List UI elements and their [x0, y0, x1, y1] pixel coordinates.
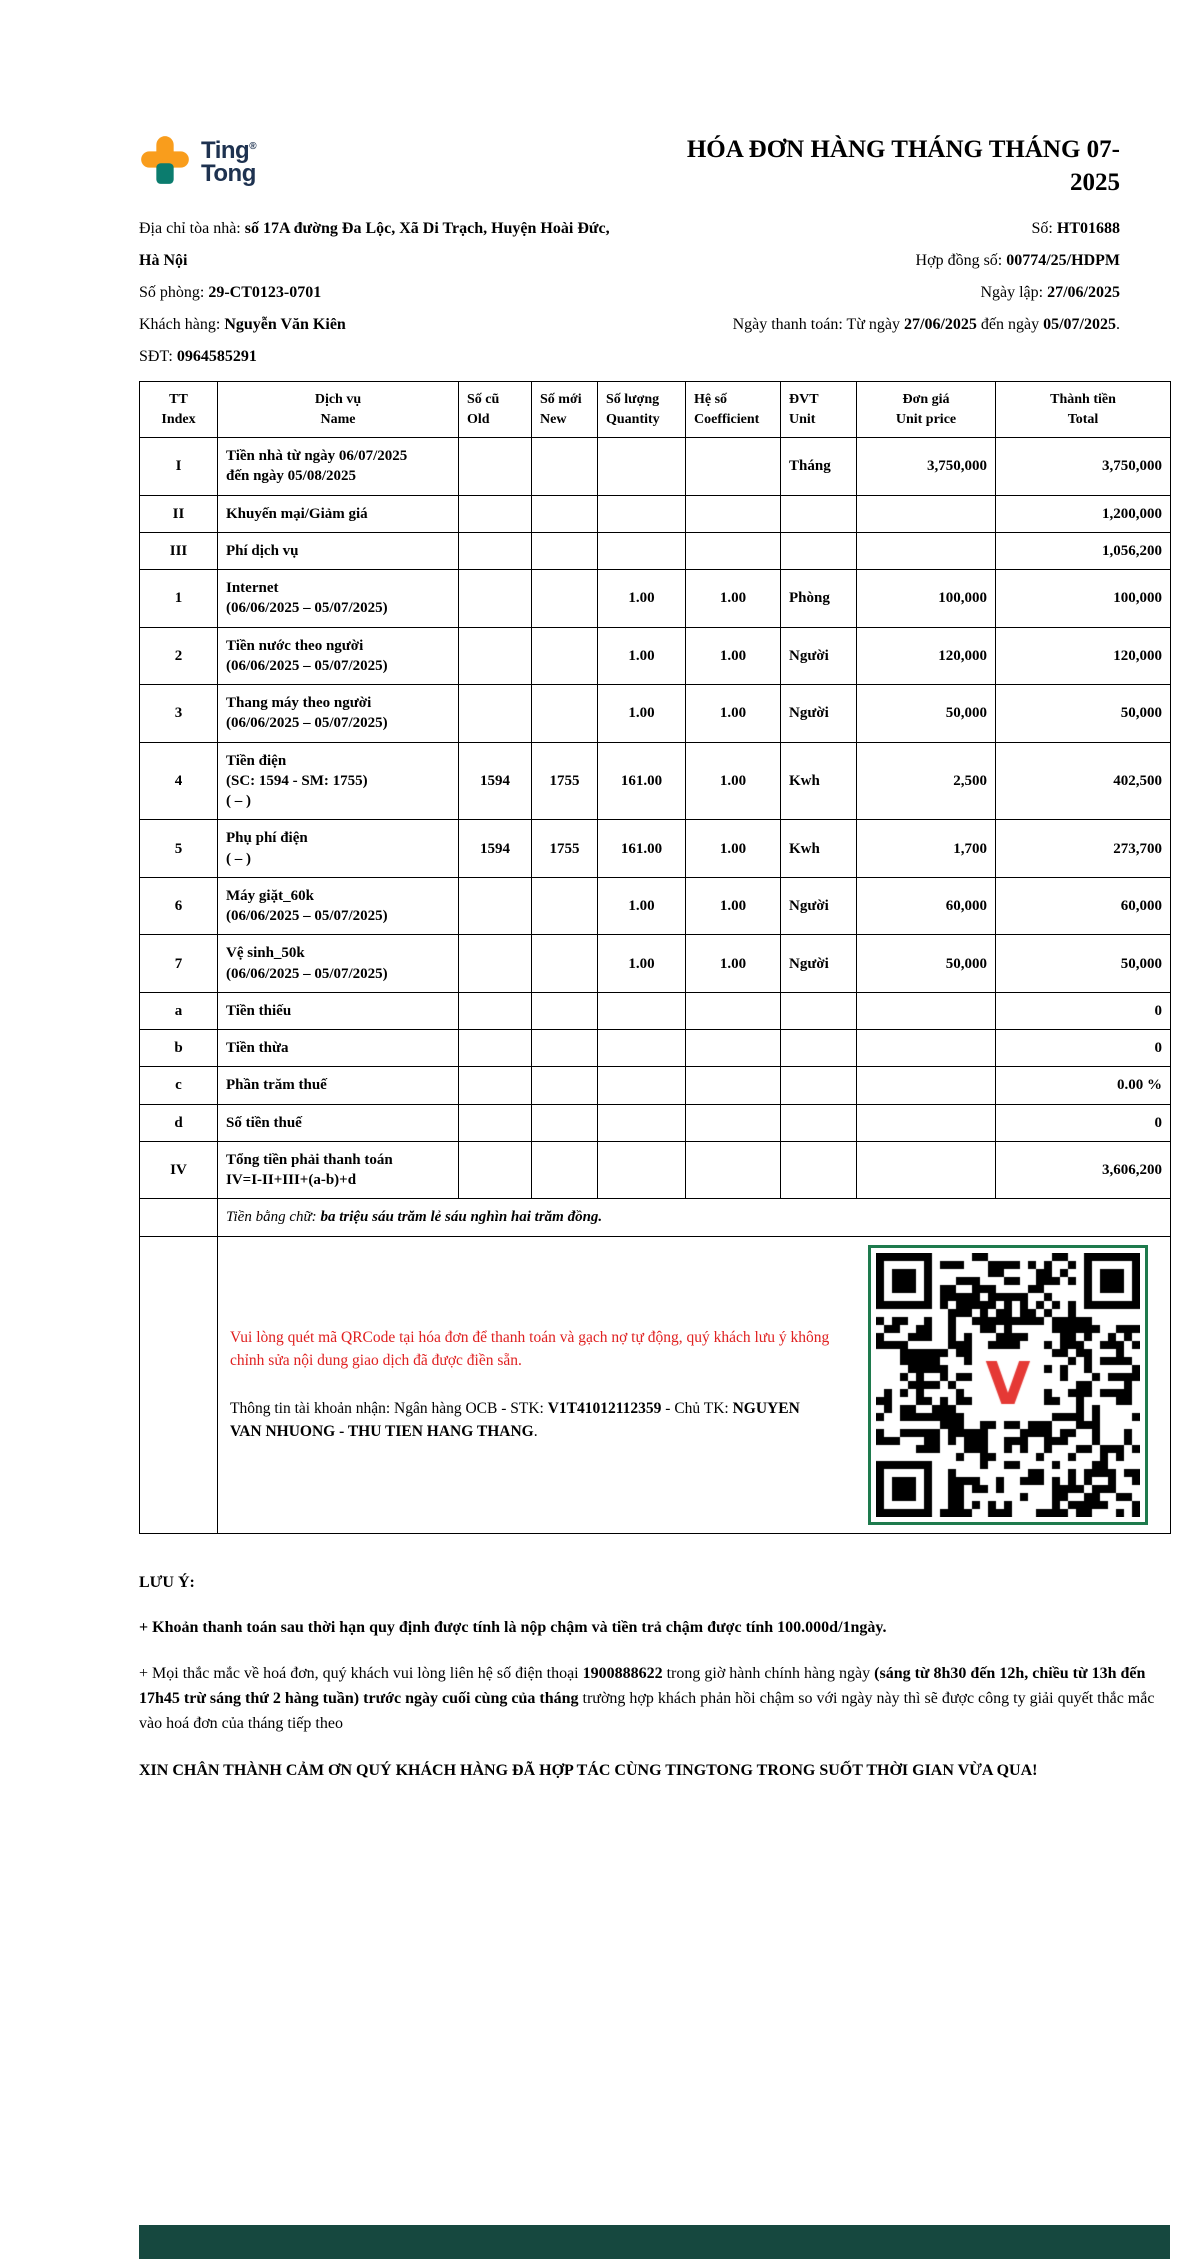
cell-tt: 3: [140, 685, 218, 743]
qr-section-row: [140, 1236, 1171, 1533]
amount-in-words-row: [140, 1199, 1171, 1236]
footer-bar: [139, 2225, 1170, 2259]
cell-total: 60,000: [996, 877, 1171, 935]
cell-name: Phụ phí điện ( – ): [218, 820, 459, 878]
thank-you-note: XIN CHÂN THÀNH CẢM ƠN QUÝ KHÁCH HÀNG ĐÃ HỢP TÁC CÙNG TINGTONG TRONG SUỐT THỜI GIAN VỪA QUA!: [139, 1761, 1038, 1779]
cell-new: [532, 1104, 598, 1141]
cell-tt: 2: [140, 627, 218, 685]
cell-coef: 1.00: [686, 820, 781, 878]
cell-price: 60,000: [857, 877, 996, 935]
cell-price: [857, 532, 996, 569]
cell-price: [857, 495, 996, 532]
cell-new: [532, 1141, 598, 1199]
cell-new: [532, 992, 598, 1029]
column-header: Dịch vụ Name: [218, 382, 459, 438]
column-header: TT Index: [140, 382, 218, 438]
table-row: [140, 495, 1171, 532]
table-header-row: [140, 382, 1171, 438]
cell-unit: Người: [781, 685, 857, 743]
brand-line2: Tong: [201, 160, 256, 187]
late-payment-note: + Khoản thanh toán sau thời hạn quy định được tính là nộp chậm và tiền trả chậm được tính 100.000d/1ngày.: [139, 1618, 887, 1636]
table-row: [140, 1104, 1171, 1141]
qr-section-layout: [218, 1237, 1170, 1533]
cell-tt: c: [140, 1067, 218, 1104]
page-title: HÓA ĐƠN HÀNG THÁNG THÁNG 07-2025: [686, 136, 1120, 196]
header-info-left: [139, 213, 629, 373]
cell-qty: 161.00: [598, 820, 686, 878]
cell-unit: [781, 1141, 857, 1199]
cell-total: 1,056,200: [996, 532, 1171, 569]
cell-qty: [598, 1067, 686, 1104]
table-row: [140, 992, 1171, 1029]
amount-words-label: Tiền bằng chữ:: [226, 1209, 321, 1226]
cell-name: Tiền thừa: [218, 1030, 459, 1067]
amount-words-value: ba triệu sáu trăm lẻ sáu nghìn hai trăm đồng.: [320, 1209, 603, 1226]
table-row: [140, 685, 1171, 743]
cell-name: Tổng tiền phải thanh toán IV=I-II+III+(a-b)+d: [218, 1141, 459, 1199]
cell-new: [532, 877, 598, 935]
column-header: Đơn giá Unit price: [857, 382, 996, 438]
cell-tt: 6: [140, 877, 218, 935]
cell-total: 0: [996, 1104, 1171, 1141]
cell-name: Phần trăm thuế: [218, 1067, 459, 1104]
cell-tt: I: [140, 438, 218, 496]
cell-qty: [598, 438, 686, 496]
cell-name: Thang máy theo người (06/06/2025 – 05/07/2025): [218, 685, 459, 743]
table-row: [140, 1141, 1171, 1199]
cell-old: [459, 1067, 532, 1104]
cell-old: [459, 438, 532, 496]
cell-qty: 1.00: [598, 935, 686, 993]
cell-name: Vệ sinh_50k (06/06/2025 – 05/07/2025): [218, 935, 459, 993]
cell-unit: [781, 495, 857, 532]
cell-coef: [686, 495, 781, 532]
cell-total: 402,500: [996, 742, 1171, 820]
cell-new: [532, 935, 598, 993]
table-row: [140, 877, 1171, 935]
cell-coef: [686, 532, 781, 569]
qr-section: [218, 1236, 1171, 1533]
cell-old: 1594: [459, 820, 532, 878]
cell-total: 50,000: [996, 685, 1171, 743]
cell-tt: 5: [140, 820, 218, 878]
cell-total: 0.00 %: [996, 1067, 1171, 1104]
cell-price: 50,000: [857, 935, 996, 993]
cell-name: Tiền nhà từ ngày 06/07/2025 đến ngày 05/08/2025: [218, 438, 459, 496]
notes-heading: LƯU Ý:: [139, 1573, 195, 1591]
column-header: Số mới New: [532, 382, 598, 438]
cell-price: [857, 992, 996, 1029]
cell-unit: [781, 992, 857, 1029]
cell-tt: [140, 1199, 218, 1236]
cell-old: [459, 495, 532, 532]
cell-name: Tiền điện (SC: 1594 - SM: 1755) ( – ): [218, 742, 459, 820]
table-row: [140, 742, 1171, 820]
table-row: [140, 627, 1171, 685]
cell-coef: 1.00: [686, 935, 781, 993]
cell-unit: [781, 1030, 857, 1067]
notes-section: [139, 1574, 1170, 1783]
cell-old: [459, 627, 532, 685]
cell-coef: 1.00: [686, 627, 781, 685]
cell-total: 50,000: [996, 935, 1171, 993]
cell-new: [532, 1030, 598, 1067]
cell-unit: Người: [781, 877, 857, 935]
cell-old: [459, 935, 532, 993]
cell-qty: 1.00: [598, 877, 686, 935]
cell-tt: III: [140, 532, 218, 569]
table-row: [140, 935, 1171, 993]
qr-code-canvas: [876, 1253, 1140, 1517]
cell-new: 1755: [532, 820, 598, 878]
qr-code: [868, 1245, 1148, 1525]
invoice-table: [139, 381, 1171, 1534]
cell-tt: d: [140, 1104, 218, 1141]
payment-date-line: Ngày thanh toán: Từ ngày 27/06/2025 đến ngày 05/07/2025.: [732, 316, 1120, 333]
cell-unit: Phòng: [781, 570, 857, 628]
cell-qty: [598, 532, 686, 569]
customer-name-line: Khách hàng: Nguyễn Văn Kiên: [139, 316, 346, 333]
cell-tt: II: [140, 495, 218, 532]
column-header: Thành tiền Total: [996, 382, 1171, 438]
cell-coef: [686, 992, 781, 1029]
cell-coef: [686, 438, 781, 496]
table-row: [140, 570, 1171, 628]
amount-in-words: [218, 1199, 1171, 1236]
cell-total: 273,700: [996, 820, 1171, 878]
cell-new: [532, 532, 598, 569]
column-header: Hệ số Coefficient: [686, 382, 781, 438]
cell-old: 1594: [459, 742, 532, 820]
cell-qty: 1.00: [598, 627, 686, 685]
cell-qty: 1.00: [598, 685, 686, 743]
table-row: [140, 438, 1171, 496]
cell-unit: Kwh: [781, 820, 857, 878]
cell-new: 1755: [532, 742, 598, 820]
cell-unit: Người: [781, 935, 857, 993]
cell-total: 3,750,000: [996, 438, 1171, 496]
cell-old: [459, 532, 532, 569]
cell-price: 3,750,000: [857, 438, 996, 496]
cell-new: [532, 438, 598, 496]
cell-coef: 1.00: [686, 877, 781, 935]
cell-coef: 1.00: [686, 742, 781, 820]
cell-qty: [598, 1030, 686, 1067]
header-info-right: [733, 213, 1170, 341]
cell-tt: a: [140, 992, 218, 1029]
cell-coef: [686, 1067, 781, 1104]
cell-name: Khuyến mại/Giảm giá: [218, 495, 459, 532]
cell-name: Số tiền thuế: [218, 1104, 459, 1141]
account-info: Thông tin tài khoản nhận: Ngân hàng OCB - STK: V1T41012112359 - Chủ TK: NGUYEN VAN NHUONG - THU TIEN HANG THANG.: [230, 1399, 800, 1440]
cell-name: Internet (06/06/2025 – 05/07/2025): [218, 570, 459, 628]
cell-price: 2,500: [857, 742, 996, 820]
cell-old: [459, 992, 532, 1029]
cell-total: 1,200,000: [996, 495, 1171, 532]
cell-qty: [598, 992, 686, 1029]
cell-old: [459, 570, 532, 628]
column-header: Số lượng Quantity: [598, 382, 686, 438]
cell-unit: [781, 1067, 857, 1104]
cell-unit: Kwh: [781, 742, 857, 820]
cell-new: [532, 1067, 598, 1104]
cell-total: 0: [996, 1030, 1171, 1067]
cell-new: [532, 570, 598, 628]
cell-qty: [598, 1141, 686, 1199]
hotline-note: + Mọi thắc mắc về hoá đơn, quý khách vui lòng liên hệ số điện thoại 1900888622 trong giờ hành chính hàng ngày (sáng từ 8h30 đến 12h, chiều từ 13h đến 17h45 trừ sáng thứ 2 hàng tuần) trước ngày cuối cùng của tháng trường hợp khách phản hồi chậm so với ngày này thì sẽ được công ty giải quyết thắc mắc vào hoá đơn của tháng tiếp theo: [139, 1665, 1155, 1733]
cell-coef: [686, 1104, 781, 1141]
cell-coef: 1.00: [686, 570, 781, 628]
cell-coef: [686, 1030, 781, 1067]
column-header: Số cũ Old: [459, 382, 532, 438]
qr-text-block: [230, 1326, 830, 1443]
cell-price: [857, 1067, 996, 1104]
cell-unit: Người: [781, 627, 857, 685]
cell-name: Máy giặt_60k (06/06/2025 – 05/07/2025): [218, 877, 459, 935]
cell-price: 120,000: [857, 627, 996, 685]
building-address-line: Địa chỉ tòa nhà: số 17A đường Đa Lộc, Xã Di Trạch, Huyện Hoài Đức, Hà Nội: [139, 220, 610, 269]
registered-mark: ®: [249, 141, 257, 152]
brand-text: [201, 135, 256, 185]
tingtong-logo-icon: [139, 134, 191, 186]
table-row: [140, 1067, 1171, 1104]
header-info: [139, 213, 1170, 373]
qr-instruction-note: Vui lòng quét mã QRCode tại hóa đơn để thanh toán và gạch nợ tự động, quý khách lưu ý không chỉnh sửa nội dung giao dịch đã được điền sẵn.: [230, 1329, 830, 1370]
issue-date-line: Ngày lập: 27/06/2025: [980, 284, 1120, 301]
cell-new: [532, 627, 598, 685]
cell-new: [532, 685, 598, 743]
cell-qty: [598, 1104, 686, 1141]
brand-line1: Ting: [201, 137, 250, 164]
cell-tt: b: [140, 1030, 218, 1067]
cell-total: 100,000: [996, 570, 1171, 628]
cell-name: Tiền nước theo người (06/06/2025 – 05/07/2025): [218, 627, 459, 685]
cell-price: [857, 1141, 996, 1199]
column-header: ĐVT Unit: [781, 382, 857, 438]
cell-old: [459, 1141, 532, 1199]
cell-price: 1,700: [857, 820, 996, 878]
phone-line: SĐT: 0964585291: [139, 348, 257, 365]
cell-qty: 161.00: [598, 742, 686, 820]
brand-logo: [139, 134, 256, 186]
invoice-number-line: Số: HT01688: [1031, 220, 1120, 237]
cell-name: Phí dịch vụ: [218, 532, 459, 569]
cell-new: [532, 495, 598, 532]
cell-qty: [598, 495, 686, 532]
cell-old: [459, 685, 532, 743]
cell-old: [459, 877, 532, 935]
cell-tt: 1: [140, 570, 218, 628]
cell-price: [857, 1030, 996, 1067]
cell-old: [459, 1104, 532, 1141]
cell-tt: IV: [140, 1141, 218, 1199]
invoice-table-body: [140, 438, 1171, 1199]
cell-name: Tiền thiếu: [218, 992, 459, 1029]
cell-coef: 1.00: [686, 685, 781, 743]
cell-tt: [140, 1236, 218, 1533]
cell-unit: [781, 532, 857, 569]
cell-total: 120,000: [996, 627, 1171, 685]
table-row: [140, 532, 1171, 569]
cell-qty: 1.00: [598, 570, 686, 628]
cell-total: 0: [996, 992, 1171, 1029]
top-bar: [139, 134, 1170, 199]
cell-total: 3,606,200: [996, 1141, 1171, 1199]
cell-old: [459, 1030, 532, 1067]
cell-unit: Tháng: [781, 438, 857, 496]
cell-price: 50,000: [857, 685, 996, 743]
cell-coef: [686, 1141, 781, 1199]
cell-price: [857, 1104, 996, 1141]
cell-unit: [781, 1104, 857, 1141]
room-number-line: Số phòng: 29-CT0123-0701: [139, 284, 322, 301]
cell-price: 100,000: [857, 570, 996, 628]
table-row: [140, 1030, 1171, 1067]
table-row: [140, 820, 1171, 878]
cell-tt: 7: [140, 935, 218, 993]
invoice-content: [139, 0, 1170, 1783]
contract-number-line: Hợp đồng số: 00774/25/HDPM: [915, 252, 1120, 269]
cell-tt: 4: [140, 742, 218, 820]
